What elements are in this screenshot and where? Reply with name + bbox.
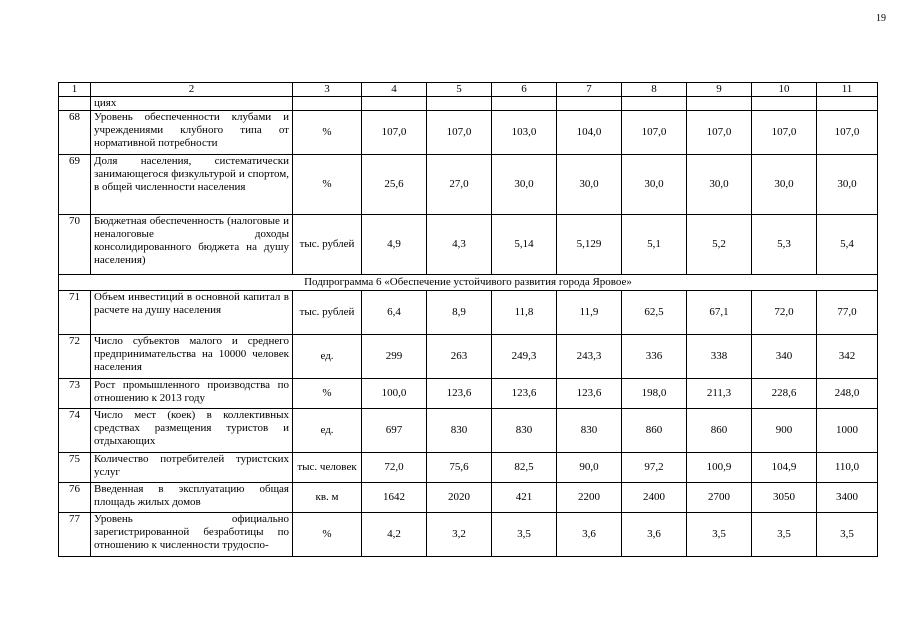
value-cell: 107,0: [362, 111, 427, 155]
value-cell: 72,0: [362, 453, 427, 483]
header-cell: 3: [293, 83, 362, 97]
value-cell: [557, 97, 622, 111]
value-cell: 11,8: [492, 291, 557, 335]
row-number: [59, 97, 91, 111]
value-cell: [687, 97, 752, 111]
value-cell: 104,9: [752, 453, 817, 483]
value-cell: 30,0: [557, 155, 622, 215]
value-cell: 11,9: [557, 291, 622, 335]
table-row: [59, 513, 878, 557]
value-cell: 697: [362, 409, 427, 453]
row-number: 72: [59, 335, 91, 379]
header-cell: 9: [687, 83, 752, 97]
value-cell: 338: [687, 335, 752, 379]
value-cell: [752, 97, 817, 111]
value-cell: 3,5: [687, 513, 752, 557]
indicator-name: Бюджетная обеспеченность (налоговые и неналоговые доходы консолидированного бюджета на душу населения): [91, 215, 293, 275]
value-cell: 30,0: [687, 155, 752, 215]
indicators-table: [58, 82, 878, 557]
value-cell: 1000: [817, 409, 878, 453]
value-cell: 3,5: [817, 513, 878, 557]
value-cell: 198,0: [622, 379, 687, 409]
indicator-name: Число субъектов малого и среднего предпринимательства на 10000 человек населения: [91, 335, 293, 379]
value-cell: 2200: [557, 483, 622, 513]
value-cell: 75,6: [427, 453, 492, 483]
value-cell: 90,0: [557, 453, 622, 483]
value-cell: 342: [817, 335, 878, 379]
header-cell: 5: [427, 83, 492, 97]
indicator-name: Количество потребителей туристских услуг: [91, 453, 293, 483]
unit-cell: %: [293, 379, 362, 409]
page-number: 19: [876, 13, 886, 24]
value-cell: 103,0: [492, 111, 557, 155]
header-cell: 10: [752, 83, 817, 97]
value-cell: 123,6: [492, 379, 557, 409]
header-cell: 11: [817, 83, 878, 97]
table-row: [59, 453, 878, 483]
unit-cell: [293, 97, 362, 111]
value-cell: 5,4: [817, 215, 878, 275]
table-row: [59, 335, 878, 379]
subprogram-title: Подпрограмма 6 «Обеспечение устойчивого развития города Яровое»: [59, 275, 878, 291]
value-cell: 5,2: [687, 215, 752, 275]
row-number: 74: [59, 409, 91, 453]
unit-cell: ед.: [293, 409, 362, 453]
value-cell: 30,0: [622, 155, 687, 215]
value-cell: 248,0: [817, 379, 878, 409]
value-cell: 25,6: [362, 155, 427, 215]
row-number: 73: [59, 379, 91, 409]
indicator-name: Уровень обеспеченности клубами и учреждениями клубного типа от нормативной потребности: [91, 111, 293, 155]
value-cell: 107,0: [752, 111, 817, 155]
value-cell: 107,0: [687, 111, 752, 155]
value-cell: 860: [622, 409, 687, 453]
value-cell: 4,3: [427, 215, 492, 275]
value-cell: 72,0: [752, 291, 817, 335]
table-row: [59, 291, 878, 335]
value-cell: 97,2: [622, 453, 687, 483]
value-cell: [362, 97, 427, 111]
row-number: 71: [59, 291, 91, 335]
table-row: [59, 483, 878, 513]
value-cell: [817, 97, 878, 111]
indicator-name: Объем инвестиций в основной капитал в расчете на душу населения: [91, 291, 293, 335]
unit-cell: тыс. рублей: [293, 215, 362, 275]
value-cell: 3,6: [622, 513, 687, 557]
value-cell: 263: [427, 335, 492, 379]
value-cell: 30,0: [817, 155, 878, 215]
value-cell: 243,3: [557, 335, 622, 379]
value-cell: 104,0: [557, 111, 622, 155]
value-cell: 3,5: [492, 513, 557, 557]
header-row: [59, 83, 878, 97]
value-cell: 82,5: [492, 453, 557, 483]
table-row: [59, 111, 878, 155]
value-cell: 100,9: [687, 453, 752, 483]
indicator-name: Доля населения, систематически занимающегося физкультурой и спортом, в общей численности населения: [91, 155, 293, 215]
table-row: [59, 379, 878, 409]
value-cell: 249,3: [492, 335, 557, 379]
value-cell: 3050: [752, 483, 817, 513]
value-cell: 5,14: [492, 215, 557, 275]
value-cell: 3,5: [752, 513, 817, 557]
value-cell: 5,129: [557, 215, 622, 275]
table-row: [59, 97, 878, 111]
value-cell: 2400: [622, 483, 687, 513]
value-cell: 3,2: [427, 513, 492, 557]
value-cell: 107,0: [622, 111, 687, 155]
table-row: [59, 215, 878, 275]
indicator-name: циях: [91, 97, 293, 111]
header-cell: 1: [59, 83, 91, 97]
value-cell: 6,4: [362, 291, 427, 335]
value-cell: [427, 97, 492, 111]
value-cell: 211,3: [687, 379, 752, 409]
value-cell: 8,9: [427, 291, 492, 335]
value-cell: 3400: [817, 483, 878, 513]
value-cell: 830: [492, 409, 557, 453]
value-cell: 336: [622, 335, 687, 379]
value-cell: 30,0: [752, 155, 817, 215]
value-cell: 1642: [362, 483, 427, 513]
unit-cell: тыс. человек: [293, 453, 362, 483]
value-cell: 830: [427, 409, 492, 453]
value-cell: 340: [752, 335, 817, 379]
value-cell: 77,0: [817, 291, 878, 335]
value-cell: 123,6: [427, 379, 492, 409]
value-cell: [622, 97, 687, 111]
unit-cell: тыс. рублей: [293, 291, 362, 335]
unit-cell: %: [293, 111, 362, 155]
header-cell: 4: [362, 83, 427, 97]
indicator-name: Число мест (коек) в коллективных средствах размещения туристов и отдыхающих: [91, 409, 293, 453]
value-cell: 27,0: [427, 155, 492, 215]
unit-cell: кв. м: [293, 483, 362, 513]
row-number: 69: [59, 155, 91, 215]
subprogram-header-row: [59, 275, 878, 291]
row-number: 70: [59, 215, 91, 275]
value-cell: 860: [687, 409, 752, 453]
header-cell: 6: [492, 83, 557, 97]
value-cell: 2020: [427, 483, 492, 513]
value-cell: 67,1: [687, 291, 752, 335]
value-cell: 5,1: [622, 215, 687, 275]
value-cell: 2700: [687, 483, 752, 513]
row-number: 76: [59, 483, 91, 513]
value-cell: 107,0: [817, 111, 878, 155]
indicator-name: Введенная в эксплуатацию общая площадь жилых домов: [91, 483, 293, 513]
unit-cell: ед.: [293, 335, 362, 379]
value-cell: 900: [752, 409, 817, 453]
value-cell: 228,6: [752, 379, 817, 409]
value-cell: [492, 97, 557, 111]
header-cell: 7: [557, 83, 622, 97]
unit-cell: %: [293, 155, 362, 215]
table-row: [59, 155, 878, 215]
row-number: 68: [59, 111, 91, 155]
value-cell: 110,0: [817, 453, 878, 483]
value-cell: 3,6: [557, 513, 622, 557]
value-cell: 4,2: [362, 513, 427, 557]
unit-cell: %: [293, 513, 362, 557]
value-cell: 100,0: [362, 379, 427, 409]
value-cell: 5,3: [752, 215, 817, 275]
indicator-name: Рост промышленного производства по отношению к 2013 году: [91, 379, 293, 409]
indicator-name: Уровень официально зарегистрированной безработицы по отношению к численности трудоспо-: [91, 513, 293, 557]
value-cell: 123,6: [557, 379, 622, 409]
value-cell: 299: [362, 335, 427, 379]
value-cell: 30,0: [492, 155, 557, 215]
value-cell: 107,0: [427, 111, 492, 155]
header-cell: 8: [622, 83, 687, 97]
value-cell: 4,9: [362, 215, 427, 275]
table-row: [59, 409, 878, 453]
row-number: 75: [59, 453, 91, 483]
value-cell: 830: [557, 409, 622, 453]
row-number: 77: [59, 513, 91, 557]
value-cell: 62,5: [622, 291, 687, 335]
header-cell: 2: [91, 83, 293, 97]
value-cell: 421: [492, 483, 557, 513]
